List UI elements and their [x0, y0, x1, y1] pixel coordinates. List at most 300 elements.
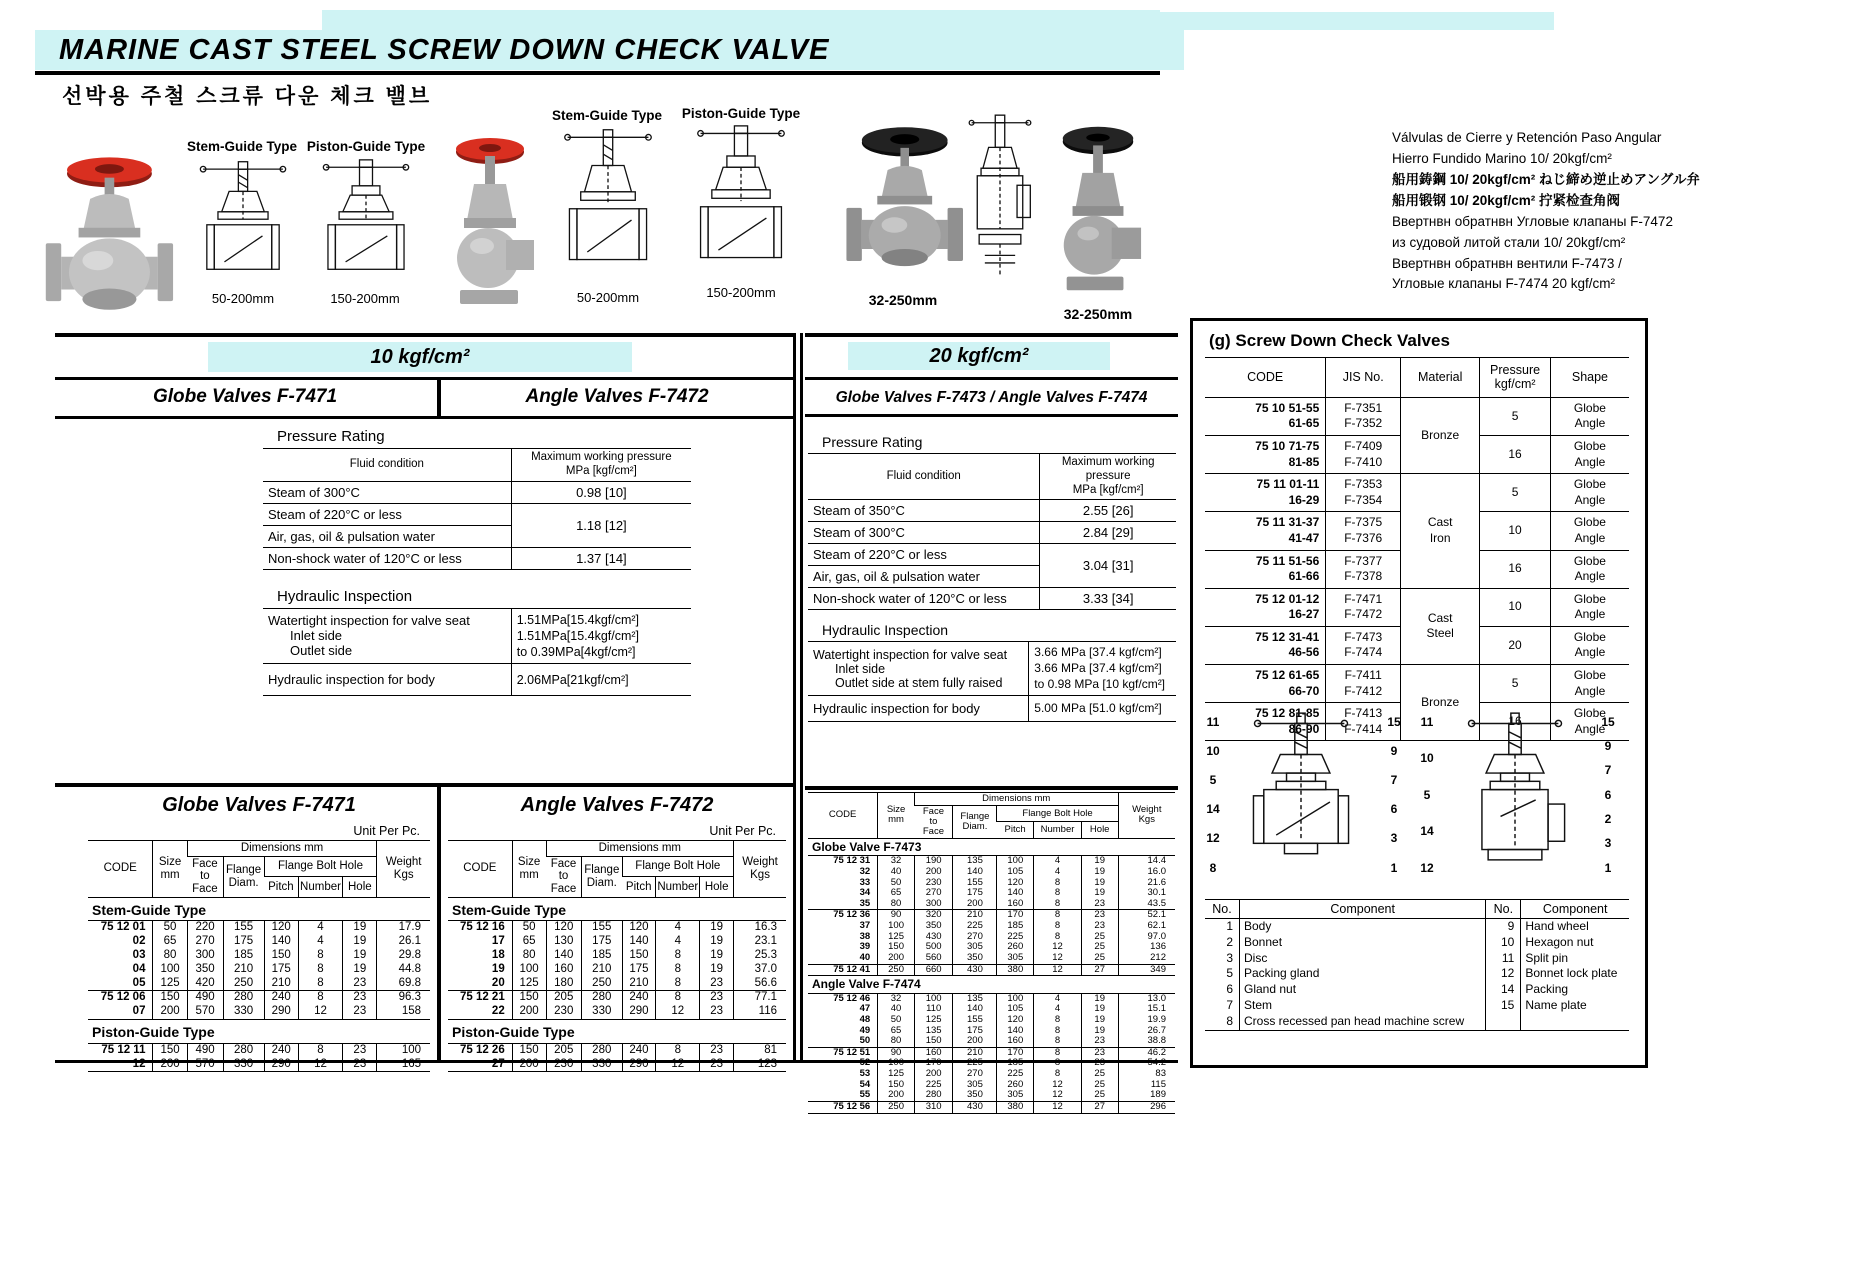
- table-row: [808, 899, 1175, 910]
- cell: 160: [546, 963, 581, 977]
- col-number: Number: [298, 877, 342, 897]
- cell: 12: [1034, 964, 1082, 976]
- cell: 02: [132, 935, 146, 948]
- cell: 19: [1081, 993, 1118, 1004]
- col-pressure: Pressure kgf/cm²: [1480, 358, 1551, 398]
- shape-cell: Globe Angle: [1550, 435, 1629, 473]
- cell: 50: [859, 1035, 871, 1047]
- cell: 52: [859, 1057, 871, 1069]
- cell: 50: [878, 1015, 915, 1026]
- cell: 380: [997, 1101, 1034, 1113]
- cell: 25: [1081, 953, 1118, 964]
- component-no: 10: [1486, 935, 1521, 951]
- piston-guide-range-1: 150-200mm: [330, 291, 400, 306]
- cell: 80: [512, 949, 546, 963]
- cell: 150: [153, 1043, 187, 1057]
- cell: 12: [1034, 1090, 1082, 1101]
- cell: 120: [997, 1015, 1034, 1026]
- fluid-row: Air, gas, oil & pulsation water: [808, 566, 1040, 588]
- table-row: [1205, 588, 1629, 626]
- cell: 75 12 21: [459, 991, 505, 1004]
- cell: 23: [1081, 1036, 1118, 1047]
- table-row: [808, 964, 1175, 976]
- cell: 185: [997, 921, 1034, 932]
- callout-number: 1: [1604, 860, 1612, 875]
- col-code: CODE: [103, 862, 137, 875]
- cell: 212: [1118, 953, 1175, 964]
- col-size: Size mm: [153, 841, 187, 898]
- screw-down-check-valves-panel: [1190, 318, 1648, 1068]
- cell: 185: [223, 949, 264, 963]
- table-row: [88, 935, 430, 949]
- section-label: Stem-Guide Type: [92, 901, 207, 918]
- cell: 23: [343, 1005, 377, 1019]
- table-row: [88, 963, 430, 977]
- table-row: [448, 921, 786, 935]
- cell: 19: [343, 963, 377, 977]
- globe-valve-photo-red: [40, 146, 175, 331]
- cell: 100: [878, 1058, 915, 1069]
- fluid-row: Non-shock water of 120°C or less: [263, 547, 511, 569]
- component-no: 7: [1226, 997, 1233, 1012]
- callout-number: 15: [1601, 714, 1615, 729]
- cell: 200: [878, 1090, 915, 1101]
- cell: 270: [914, 888, 953, 899]
- cell: 52.1: [1118, 910, 1175, 921]
- cell: 8: [1034, 1069, 1082, 1080]
- callout-number: 9: [1390, 743, 1398, 758]
- cell: 75 12 16: [459, 921, 505, 934]
- cell: 210: [582, 963, 623, 977]
- cell: 12: [1034, 1101, 1082, 1113]
- hydraulic-row-label: Hydraulic inspection for body: [263, 664, 511, 696]
- cell: 50: [153, 921, 187, 935]
- cell: 69.8: [377, 977, 430, 991]
- cell: 25: [1081, 1069, 1118, 1080]
- text-line: 船用锻钢 10/ 20kgf/cm² 拧紧检查角阀: [1392, 192, 1621, 208]
- callout-number: 9: [1604, 739, 1612, 753]
- cell: 260: [997, 1080, 1034, 1091]
- hydraulic-row-value: 5.00 MPa [51.0 kgf/cm²]: [1029, 696, 1176, 722]
- cell: 175: [953, 888, 997, 899]
- section-label: Angle Valve F-7474: [812, 977, 921, 992]
- cell: 430: [953, 1101, 997, 1113]
- cell: 560: [914, 953, 953, 964]
- cell: 23: [700, 991, 734, 1005]
- code-cell: 75 12 01-12 16-27: [1205, 588, 1326, 626]
- table-row: [88, 1043, 430, 1057]
- component-name: Name plate: [1521, 998, 1629, 1014]
- pressure-cell: 20: [1480, 626, 1551, 664]
- component-list: [1193, 899, 1645, 1031]
- cell: 19: [1081, 1026, 1118, 1037]
- cell: 100: [377, 1043, 430, 1057]
- cell: 190: [914, 856, 953, 867]
- table-row: [88, 977, 430, 991]
- shape-cell: Globe Angle: [1550, 512, 1629, 550]
- cell: 160: [997, 1036, 1034, 1047]
- cell: 200: [153, 1058, 187, 1072]
- fluid-row: Steam of 300°C: [263, 481, 511, 503]
- fluid-col-header: Fluid condition: [263, 449, 511, 482]
- cell: 23: [343, 1058, 377, 1072]
- cell: 136: [1118, 942, 1175, 953]
- cell: 96.3: [377, 991, 430, 1005]
- cell: 62.1: [1118, 921, 1175, 932]
- cell: 90: [878, 910, 915, 921]
- stem-guide-range-1: 50-200mm: [211, 291, 275, 306]
- cell: 660: [914, 964, 953, 976]
- cell: 350: [953, 1090, 997, 1101]
- col-shape: Shape: [1550, 358, 1629, 398]
- callout-number: 11: [1206, 714, 1220, 729]
- piston-guide-label-2: Piston-Guide Type: [681, 106, 801, 121]
- cell: 120: [997, 878, 1034, 889]
- col-weight: Weight Kgs: [1118, 793, 1175, 839]
- cell: 250: [223, 977, 264, 991]
- cell: 80: [153, 949, 187, 963]
- cell: 33: [859, 876, 871, 888]
- cell: 120: [546, 921, 581, 935]
- globe-valve-photo-dark: [843, 106, 963, 295]
- cell: 12: [1034, 1080, 1082, 1091]
- cell: 305: [997, 953, 1034, 964]
- pressure-table-20: [808, 453, 1176, 610]
- component-name: Bonnet lock plate: [1521, 966, 1629, 982]
- cell: 25: [1081, 1090, 1118, 1101]
- cell: 12: [298, 1005, 342, 1019]
- cell: 65: [878, 1026, 915, 1037]
- cell: 39: [859, 941, 871, 953]
- cell: 140: [622, 935, 656, 949]
- text-line: Ввертнвн обратнвн Угловые клапаны F-7472: [1392, 213, 1673, 229]
- component-no: 15: [1486, 998, 1521, 1014]
- cell: 8: [1034, 1058, 1082, 1069]
- component-row: [1205, 919, 1629, 935]
- pressure-cell: 10: [1480, 588, 1551, 626]
- cell: 349: [1118, 964, 1175, 976]
- col-number: Number: [656, 877, 700, 897]
- callout-number: 10: [1206, 743, 1220, 758]
- col-face-to-face: Face to Face: [550, 857, 577, 895]
- component-name: Cross recessed pan head machine screw: [1240, 1014, 1486, 1030]
- text-line: 船用鋳鋼 10/ 20kgf/cm² ねじ締め逆止めアングル弁: [1392, 171, 1700, 187]
- cell: 100: [512, 963, 546, 977]
- cell: 290: [622, 1005, 656, 1019]
- table-row: [448, 991, 786, 1005]
- stem-guide-label-1: Stem-Guide Type: [186, 139, 298, 154]
- cell: 19: [1081, 1004, 1118, 1015]
- title-underline: [35, 71, 1160, 75]
- cell: 19: [1081, 878, 1118, 889]
- cell: 83: [1118, 1069, 1175, 1080]
- cell: 120: [264, 921, 298, 935]
- shape-cell: Globe Angle: [1550, 588, 1629, 626]
- hydraulic-inspection-title: Hydraulic Inspection: [822, 622, 949, 639]
- cell: 23: [1081, 1047, 1118, 1058]
- pressure-rating-10: [263, 426, 691, 696]
- component-name: Packing: [1521, 982, 1629, 998]
- cell: 210: [953, 1047, 997, 1058]
- fluid-row: Steam of 220°C or less: [808, 544, 1040, 566]
- table-row: [808, 867, 1175, 878]
- cell: 250: [878, 1101, 915, 1113]
- code-cell: 75 12 31-41 46-56: [1205, 626, 1326, 664]
- cell: 8: [656, 949, 700, 963]
- cell: 19: [491, 962, 505, 975]
- hydraulic-row-value: 3.66 MPa [37.4 kgf/cm²] 3.66 MPa [37.4 kgf/cm²] to 0.98 MPa [10 kgf/cm²]: [1029, 642, 1176, 696]
- band-20kgf: 20 kgf/cm²: [848, 342, 1110, 370]
- callout-number: 14: [1206, 802, 1220, 817]
- cell: 23: [700, 1005, 734, 1019]
- cell: 320: [914, 910, 953, 921]
- shape-cell: Globe Angle: [1550, 397, 1629, 435]
- table-row: [448, 977, 786, 991]
- cell: 116: [734, 1005, 786, 1019]
- cell: 330: [223, 1005, 264, 1019]
- cell: 300: [187, 949, 223, 963]
- cell: 230: [546, 1005, 581, 1019]
- component-no: 9: [1486, 919, 1521, 935]
- col-pitch: Pitch: [268, 880, 294, 893]
- col-flange-diam: Flange Diam.: [582, 856, 623, 897]
- cell: 54: [859, 1078, 871, 1090]
- cell: 07: [132, 1005, 146, 1018]
- cell: 8: [1034, 910, 1082, 921]
- pressure-value: 0.98 [10]: [511, 481, 691, 503]
- col-weight: Weight Kgs: [734, 841, 786, 898]
- cell: 296: [1118, 1101, 1175, 1113]
- cell: 240: [264, 1043, 298, 1057]
- cell: 100: [878, 921, 915, 932]
- fluid-row: Steam of 350°C: [808, 500, 1040, 522]
- table-row: [1205, 474, 1629, 512]
- cell: 8: [298, 977, 342, 991]
- component-no: 5: [1226, 966, 1233, 981]
- callout-number: 5: [1423, 787, 1431, 802]
- cell: 140: [264, 935, 298, 949]
- cell: 16.3: [734, 921, 786, 935]
- component-no: 6: [1226, 982, 1233, 997]
- cell: 27: [1081, 1101, 1118, 1113]
- hydraulic-inspection-title: Hydraulic Inspection: [277, 587, 413, 605]
- cell: 4: [1034, 993, 1082, 1004]
- cell: 65: [878, 888, 915, 899]
- cell: 18: [491, 948, 505, 961]
- table-row: [88, 991, 430, 1005]
- pressure-value: 1.18 [12]: [511, 503, 691, 547]
- piston-guide-drawing-1: [312, 158, 420, 291]
- cell: 130: [546, 935, 581, 949]
- callout-number: 3: [1390, 831, 1398, 846]
- text-line: Угловые клапаны F-7474 20 kgf/cm²: [1392, 276, 1615, 292]
- cell: 32: [878, 856, 915, 867]
- cell: 22: [491, 1005, 505, 1018]
- col-hole: Hole: [343, 877, 377, 897]
- col-dimensions: Dimensions mm: [914, 793, 1118, 806]
- table-row: [448, 1043, 786, 1057]
- cell: 23: [343, 991, 377, 1005]
- table-row: [1205, 665, 1629, 703]
- jis-cell: F-7353 F-7354: [1326, 474, 1401, 512]
- cell: 47: [859, 1003, 871, 1015]
- cell: 17: [491, 935, 505, 948]
- check-valve-code-table: [1193, 357, 1645, 741]
- cell: 8: [1034, 1026, 1082, 1037]
- callout-number: 3: [1604, 836, 1612, 851]
- cell: 500: [914, 942, 953, 953]
- header-f7473-f7474: Globe Valves F-7473 / Angle Valves F-7474: [835, 389, 1148, 406]
- cell: 81: [734, 1043, 786, 1057]
- cell: 380: [997, 964, 1034, 976]
- col-code: CODE: [1205, 358, 1326, 398]
- cell: 210: [223, 963, 264, 977]
- col-dimensions: Dimensions mm: [187, 841, 377, 857]
- cell: 150: [264, 949, 298, 963]
- cell: 8: [656, 991, 700, 1005]
- col-flange-bolt-hole: Flange Bolt Hole: [997, 805, 1118, 821]
- component-row: [1205, 982, 1629, 998]
- callout-number: 6: [1390, 802, 1398, 817]
- pressure-value: 2.55 [26]: [1040, 500, 1176, 522]
- cell: 100: [914, 993, 953, 1004]
- cell: 19: [700, 921, 734, 935]
- cell: 140: [953, 867, 997, 878]
- cell: 55: [859, 1089, 871, 1101]
- cell: 158: [377, 1005, 430, 1019]
- cell: 430: [953, 964, 997, 976]
- pressure-value: 1.37 [14]: [511, 547, 691, 569]
- text-line: Ввертнвн обратнвн вентили F-7473 /: [1392, 255, 1622, 271]
- cell: 37.0: [734, 963, 786, 977]
- component-no: 1: [1226, 919, 1233, 933]
- cell: 155: [953, 1015, 997, 1026]
- cell: 225: [997, 1069, 1034, 1080]
- cell: 8: [1034, 921, 1082, 932]
- angle-valve-diagram: [1415, 707, 1620, 899]
- col-component: Component: [1521, 900, 1629, 919]
- cell: 25.3: [734, 949, 786, 963]
- cell: 4: [656, 921, 700, 935]
- cell: 40: [878, 867, 915, 878]
- table-row: [808, 953, 1175, 964]
- cell: 54.2: [1118, 1058, 1175, 1069]
- cell: 150: [622, 949, 656, 963]
- cell: 155: [953, 878, 997, 889]
- cell: 75 12 26: [459, 1043, 505, 1056]
- component-no: 2: [1226, 934, 1233, 949]
- cell: 120: [622, 921, 656, 935]
- component-no: 3: [1226, 950, 1233, 965]
- cell: 160: [997, 899, 1034, 910]
- table-row: [448, 1058, 786, 1072]
- cell: 225: [914, 1080, 953, 1091]
- fluid-col-header: Fluid condition: [808, 454, 1040, 500]
- cell: 175: [953, 1026, 997, 1037]
- stem-guide-drawing-1: [192, 158, 294, 291]
- cell: 12: [1034, 953, 1082, 964]
- cell: 305: [953, 1080, 997, 1091]
- code-cell: 75 11 01-11 16-29: [1205, 474, 1326, 512]
- cell: 160: [914, 1047, 953, 1058]
- angle-valves-f7472-table: [448, 794, 786, 1072]
- hydraulic-table-10: [263, 608, 691, 697]
- callout-number: 15: [1387, 714, 1401, 729]
- cell: 23: [1081, 910, 1118, 921]
- band-10kgf: 10 kgf/cm²: [208, 342, 632, 372]
- cell: 8: [1034, 878, 1082, 889]
- section-label: Stem-Guide Type: [452, 901, 567, 918]
- col-flange-diam: Flange Diam.: [953, 805, 997, 838]
- cell: 50: [512, 921, 546, 935]
- table-row: [808, 1036, 1175, 1047]
- cell: 105: [997, 1004, 1034, 1015]
- unit-note: Unit Per Pc.: [353, 824, 420, 838]
- cell: 135: [953, 993, 997, 1004]
- col-dimensions: Dimensions mm: [546, 841, 734, 857]
- cell: 100: [997, 856, 1034, 867]
- cell: 23: [343, 1043, 377, 1057]
- cell: 19: [343, 921, 377, 935]
- cell: 8: [1034, 932, 1082, 943]
- text-line: из судовой литой стали 10/ 20kgf/cm²: [1392, 234, 1626, 250]
- cell: 12: [656, 1058, 700, 1072]
- cell: 4: [1034, 856, 1082, 867]
- cell: 250: [582, 977, 623, 991]
- material-cell: Bronze: [1401, 397, 1480, 473]
- cell: 150: [153, 991, 187, 1005]
- cell: 19: [343, 949, 377, 963]
- cell: 140: [997, 1026, 1034, 1037]
- cell: 19: [700, 935, 734, 949]
- text-line: Válvulas de Cierre y Retención Paso Angular: [1392, 130, 1662, 145]
- table-row: [808, 1015, 1175, 1026]
- cell: 75 12 11: [101, 1043, 146, 1056]
- cell: 40: [878, 1004, 915, 1015]
- cell: 185: [997, 1058, 1034, 1069]
- cell: 8: [656, 977, 700, 991]
- cell: 105: [997, 867, 1034, 878]
- cell: 21.6: [1118, 878, 1175, 889]
- callout-number: 2: [1604, 811, 1612, 826]
- cell: 330: [582, 1058, 623, 1072]
- stem-guide-range-2: 50-200mm: [576, 290, 640, 305]
- cell: 200: [953, 1036, 997, 1047]
- cell: 350: [953, 953, 997, 964]
- cell: 225: [997, 932, 1034, 943]
- cell: 75 12 31: [833, 855, 871, 867]
- cell: 155: [223, 921, 264, 935]
- cell: 305: [953, 942, 997, 953]
- cell: 8: [1034, 888, 1082, 899]
- cell: 175: [264, 963, 298, 977]
- cell: 220: [187, 921, 223, 935]
- cell: 310: [914, 1101, 953, 1113]
- cell: 27: [1081, 964, 1118, 976]
- jis-cell: F-7471 F-7472: [1326, 588, 1401, 626]
- section-label: Piston-Guide Type: [452, 1023, 575, 1040]
- cell: 12: [132, 1057, 146, 1070]
- callout-number: 14: [1420, 824, 1434, 839]
- component-no: 12: [1486, 966, 1521, 982]
- pressure-table-10: [263, 448, 691, 570]
- cell: 240: [264, 991, 298, 1005]
- cell: 280: [914, 1090, 953, 1101]
- cell: 65: [512, 935, 546, 949]
- cell: 97.0: [1118, 932, 1175, 943]
- cell: 8: [298, 1043, 342, 1057]
- hydraulic-table-20: [808, 641, 1176, 722]
